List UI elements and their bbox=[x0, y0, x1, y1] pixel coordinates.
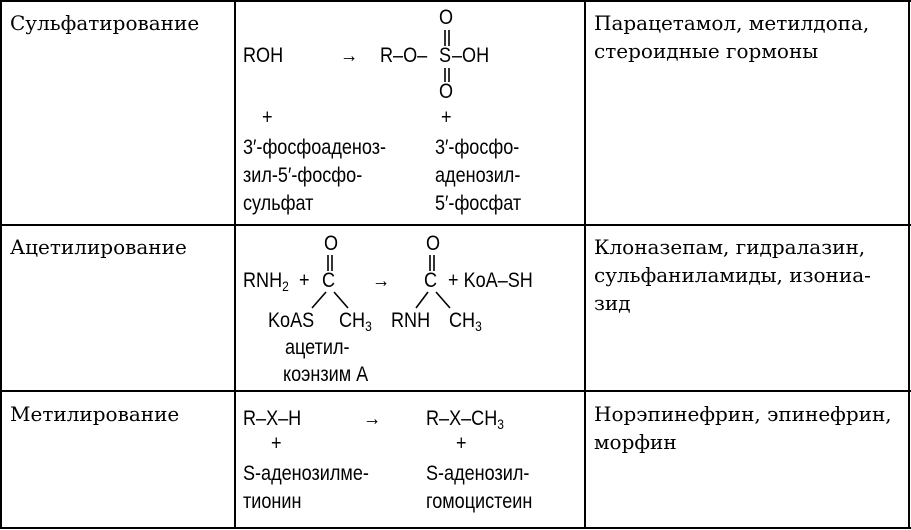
acetyl-cofactor-line: коэнзим А bbox=[283, 363, 369, 386]
bond-c-ch3-1 bbox=[334, 292, 348, 308]
acetyl-rnh: RNH bbox=[391, 309, 431, 332]
examples-line: Парацетамол, метилдопа, bbox=[594, 11, 870, 35]
acetyl-ch3-2: $CH_3$ bbox=[449, 309, 482, 334]
examples-line: зид bbox=[594, 291, 631, 315]
acetyl-ch3-1: $CH_3$ bbox=[339, 309, 372, 334]
acetyl-o2: O bbox=[426, 232, 441, 255]
acetyl-plus-koash: + KoA–SH bbox=[448, 269, 533, 292]
acetyl-koas: KoAS bbox=[268, 309, 315, 332]
examples-line: стероидные гормоны bbox=[594, 39, 819, 63]
acetyl-reactant: $RNH_2$ bbox=[243, 269, 289, 294]
methyl-byproduct-line: гомоцистеин bbox=[426, 490, 533, 513]
methyl-reactant: R–X–H bbox=[243, 407, 302, 430]
reaction-name: Метилирование bbox=[10, 402, 180, 426]
bond-c-koas bbox=[312, 292, 326, 308]
sulfation-product-r: R–O– bbox=[380, 44, 428, 67]
acetyl-arrow: → bbox=[372, 269, 391, 292]
sulfation-plus-left: + bbox=[262, 106, 273, 129]
sulfation-product-s: S bbox=[439, 44, 452, 67]
methyl-cofactor-line: S-аденозилме- bbox=[243, 462, 369, 485]
examples-line: морфин bbox=[594, 430, 677, 454]
methyl-product: $R-X-CH_3$ bbox=[426, 407, 504, 432]
examples-line: Клоназепам, гидралазин, bbox=[594, 235, 866, 259]
methyl-byproduct-line: S-аденозил- bbox=[426, 462, 530, 485]
sulfation-plus-right: + bbox=[441, 106, 452, 129]
sulfation-cofactor-line: зил-5′-фосфо- bbox=[243, 164, 363, 187]
bond-c-rnh bbox=[416, 292, 428, 308]
reaction-name: Сульфатирование bbox=[10, 11, 200, 35]
acetyl-plus: + bbox=[299, 269, 310, 292]
sulfation-o-bottom: O bbox=[439, 80, 454, 103]
sulfation-arrow: → bbox=[340, 44, 359, 67]
sulfation-product-oh: –OH bbox=[452, 44, 490, 67]
examples-line: Норэпинефрин, эпинефрин, bbox=[594, 402, 892, 426]
reaction-name: Ацетилирование bbox=[10, 235, 187, 259]
bond-c-ch3-2 bbox=[436, 292, 450, 308]
sulfation-byproduct-line: 5′-фосфат bbox=[435, 192, 522, 215]
methyl-plus-right: + bbox=[456, 432, 467, 455]
examples-line: сульфаниламиды, изониа- bbox=[594, 263, 871, 287]
sulfation-cofactor-line: сульфат bbox=[243, 192, 314, 215]
sulfation-reactant: ROH bbox=[243, 44, 284, 67]
acetyl-c1: C bbox=[322, 269, 336, 292]
sulfation-byproduct-line: 3′-фосфо- bbox=[435, 136, 520, 159]
methyl-arrow: → bbox=[363, 407, 382, 430]
acetyl-c2: C bbox=[424, 269, 438, 292]
sulfation-byproduct-line: аденозил- bbox=[435, 164, 521, 187]
acetyl-cofactor-line: ацетил- bbox=[285, 336, 350, 359]
methyl-plus-left: + bbox=[271, 432, 282, 455]
sulfation-o-top: O bbox=[439, 6, 454, 29]
acetyl-o1: O bbox=[324, 232, 339, 255]
sulfation-cofactor-line: 3′-фосфоаденоз- bbox=[243, 136, 387, 159]
methyl-cofactor-line: тионин bbox=[243, 490, 302, 513]
